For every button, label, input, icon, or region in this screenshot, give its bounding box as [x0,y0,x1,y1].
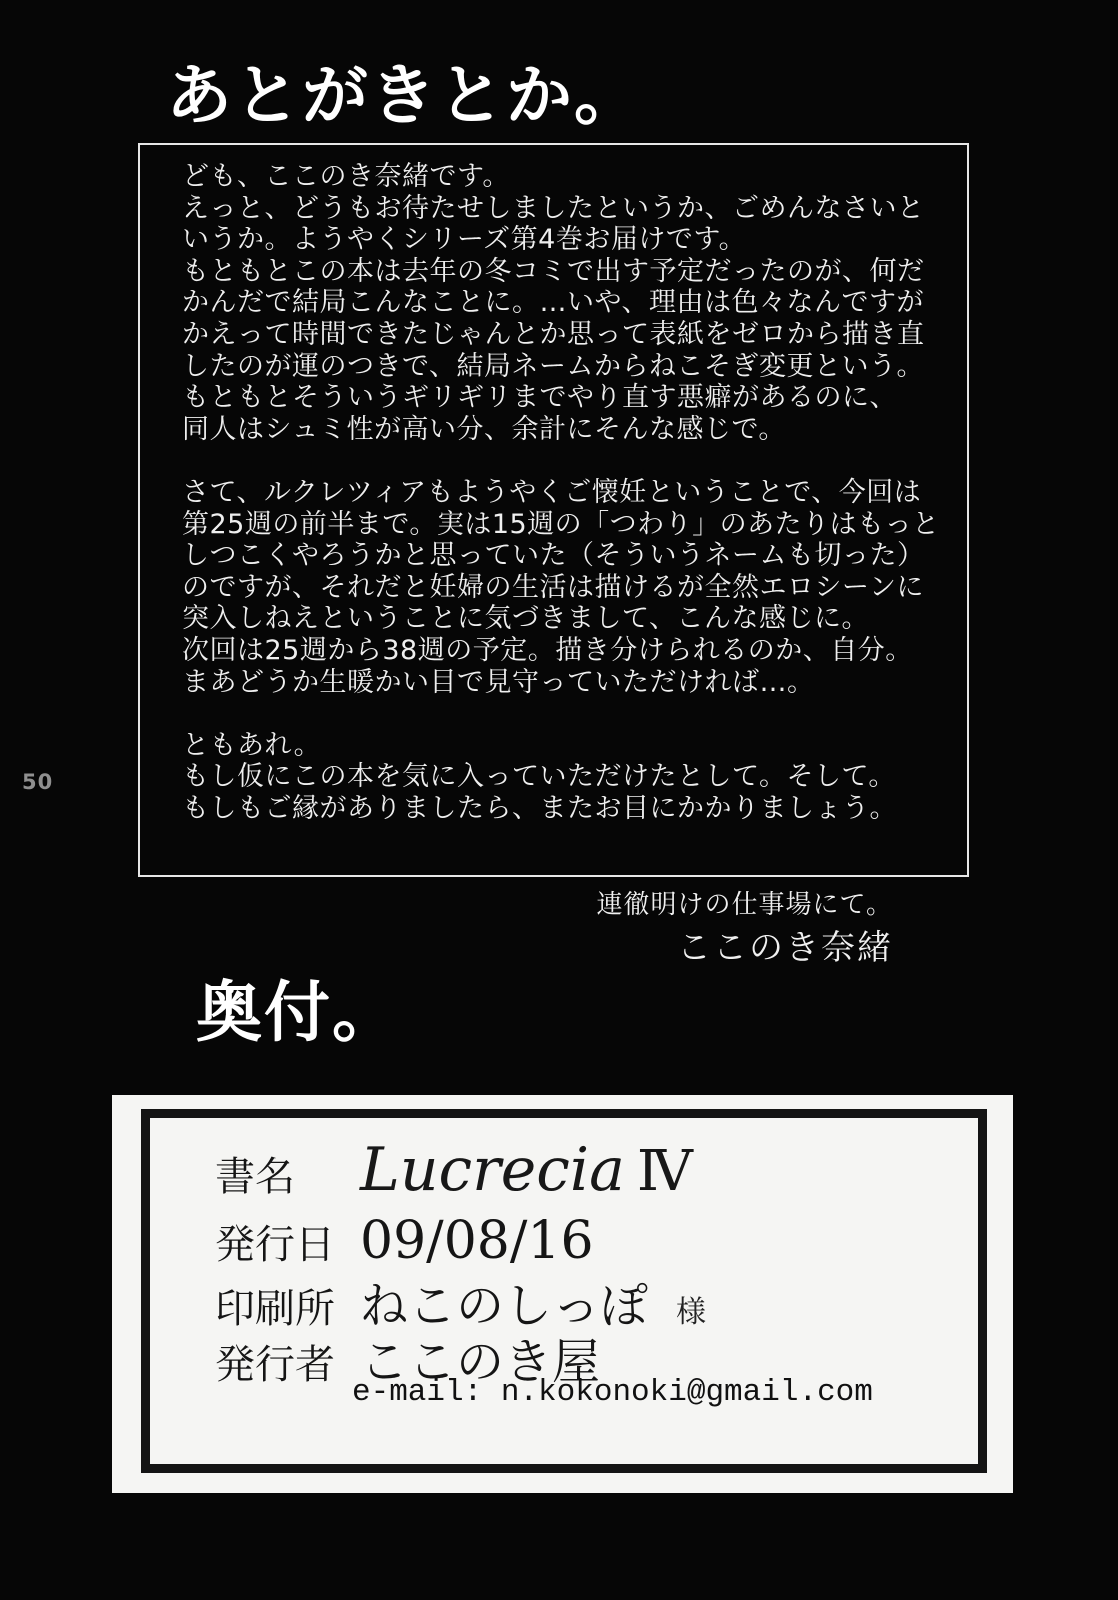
afterword-line: さて、ルクレツィアもようやくご懐妊ということで、今回は [182,476,922,508]
afterword-line: ども、ここのき奈緒です。 [182,161,510,192]
afterword-line: もしもご縁がありましたら、またお目にかかりましょう。 [182,792,897,824]
publisher-label: 発行者 [215,1342,335,1388]
afterword-line: まあどうか生暖かい目で見守っていただければ…。 [182,666,815,698]
afterword-box [138,143,969,877]
colophon-row-publish-date [215,1211,594,1271]
book-title-numeral: Ⅳ [636,1139,693,1204]
afterword-paragraph [182,730,953,825]
afterword-line: 次回は25週から38週の予定。描き分けられるのか、自分。 [182,634,913,666]
afterword-line: したのが運のつきで、結局ネームからねこそぎ変更という。 [182,350,924,382]
printer-value: ねこのしっぽ [360,1278,649,1334]
printer-label: 印刷所 [215,1286,335,1332]
afterword-line: しつこくやろうかと思っていた（そういうネームも切った） [182,540,925,572]
publish-date-value: 09/08/16 [360,1211,594,1271]
afterword-line: いうか。ようやくシリーズ第4巻お届けです。 [182,224,747,256]
afterword-line: えっと、どうもお待たせしましたというか、ごめんなさいと [182,192,925,224]
contact-email: e-mail: n.kokonoki@gmail.com [352,1375,873,1410]
afterword-paragraph [182,161,953,445]
colophon-box [112,1095,1013,1493]
afterword-line: ともあれ。 [182,729,322,761]
afterword-line: かえって時間できたじゃんとか思って表紙をゼロから描き直 [182,318,925,350]
afterword-title: あとがきとか。 [166,57,642,134]
afterword-line: かんだで結局こんなことに。…いや、理由は色々なんですが [182,287,924,319]
book-title-label: 書名 [215,1154,295,1200]
signoff-author-name: ここのき奈緒 [677,928,893,968]
signoff-place: 連徹明けの仕事場にて。 [596,890,893,920]
afterword-line: もともとこの本は去年の冬コミで出す予定だったのが、何だ [182,255,925,287]
afterword-line: 同人はシュミ性が高い分、余計にそんな感じで。 [182,413,786,445]
colophon-title: 奥付。 [196,974,400,1051]
afterword-text [182,161,953,824]
afterword-line: のですが、それだと妊婦の生活は描けるが全然エロシーンに [182,571,924,603]
afterword-line: 第25週の前半まで。実は15週の「つわり」のあたりはもっと [182,508,940,540]
publisher-value: ここのき屋 [360,1334,601,1390]
afterword-line: 突入しねえということに気づきまして、こんな感じに。 [182,603,869,635]
afterword-paragraph [182,477,953,698]
printer-honorific: 様 [676,1295,707,1330]
page-number: 50 [22,770,54,794]
afterword-line: もともとそういうギリギリまでやり直す悪癖があるのに、 [182,382,897,414]
afterword-line: もし仮にこの本を気に入っていただけたとして。そして。 [182,761,896,793]
publish-date-label: 発行日 [215,1222,335,1268]
book-title-latin: Lucrecia [360,1135,625,1205]
colophon-row-book-title [215,1135,693,1205]
